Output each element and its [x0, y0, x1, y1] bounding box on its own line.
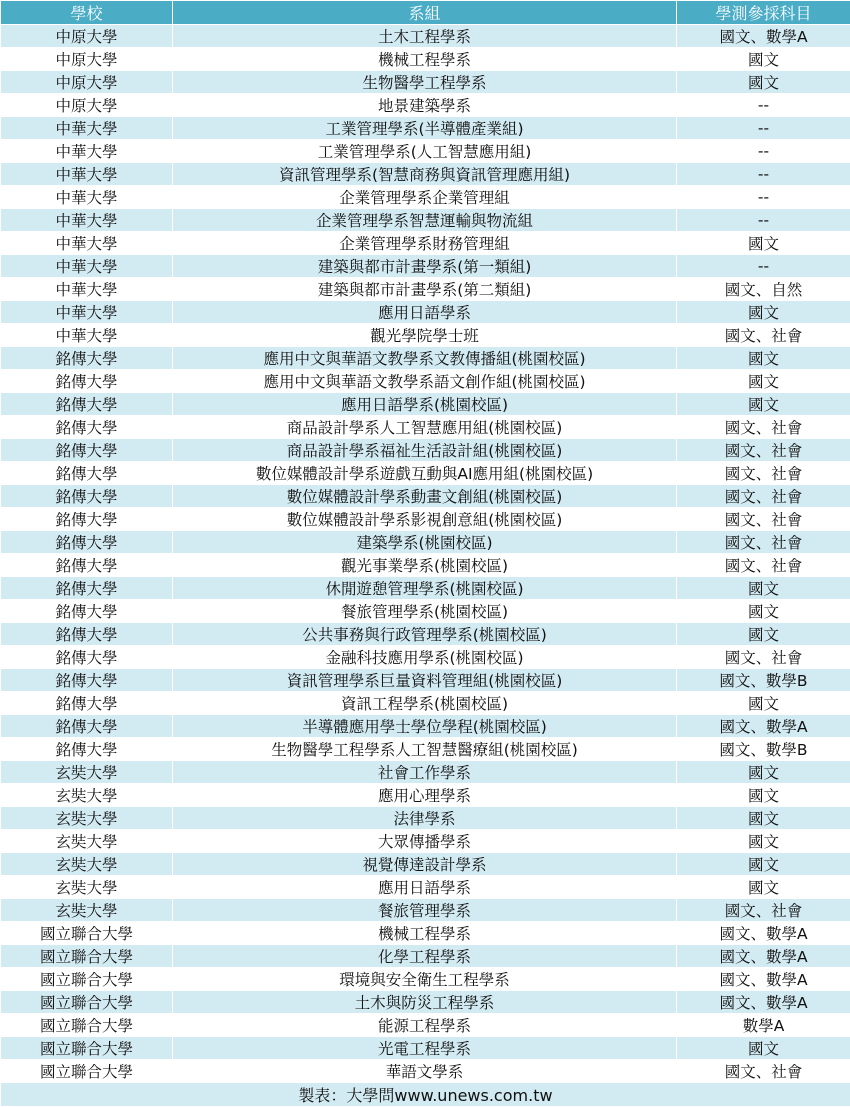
department-cell: 化學工程學系 — [173, 945, 677, 968]
department-cell: 金融科技應用學系(桃園校區) — [173, 646, 677, 669]
subjects-cell: 國文 — [677, 347, 850, 370]
school-cell: 銘傳大學 — [1, 508, 173, 531]
school-cell: 銘傳大學 — [1, 439, 173, 462]
school-cell: 中華大學 — [1, 186, 173, 209]
table-row — [1, 1060, 850, 1083]
subjects-cell: 國文、社會 — [677, 554, 850, 577]
department-cell: 數位媒體設計學系遊戲互動與AI應用組(桃園校區) — [173, 462, 677, 485]
department-cell: 應用中文與華語文教學系語文創作組(桃園校區) — [173, 370, 677, 393]
subjects-cell: -- — [677, 209, 850, 232]
source-credit: 製表：大學問www.unews.com.tw — [1, 1083, 850, 1107]
school-cell: 銘傳大學 — [1, 485, 173, 508]
subjects-cell: 國文、社會 — [677, 531, 850, 554]
school-cell: 銘傳大學 — [1, 416, 173, 439]
school-cell: 國立聯合大學 — [1, 991, 173, 1014]
subjects-cell: 國文、社會 — [677, 899, 850, 922]
school-cell: 銘傳大學 — [1, 370, 173, 393]
department-cell: 視覺傳達設計學系 — [173, 853, 677, 876]
school-cell: 中華大學 — [1, 117, 173, 140]
school-cell: 銘傳大學 — [1, 600, 173, 623]
school-cell: 國立聯合大學 — [1, 1014, 173, 1037]
subjects-cell: 國文、數學A — [677, 922, 850, 945]
department-cell: 建築學系(桃園校區) — [173, 531, 677, 554]
school-cell: 中華大學 — [1, 278, 173, 301]
subjects-cell: 國文、數學B — [677, 738, 850, 761]
header-school: 學校 — [1, 1, 173, 25]
department-cell: 應用心理學系 — [173, 784, 677, 807]
department-cell: 應用日語學系 — [173, 301, 677, 324]
header-row — [1, 1, 850, 25]
subjects-cell: 國文、社會 — [677, 646, 850, 669]
department-cell: 半導體應用學士學位學程(桃園校區) — [173, 715, 677, 738]
table-row — [1, 1014, 850, 1037]
department-cell: 數位媒體設計學系影視創意組(桃園校區) — [173, 508, 677, 531]
department-cell: 應用日語學系(桃園校區) — [173, 393, 677, 416]
school-cell: 中華大學 — [1, 163, 173, 186]
subjects-cell: 國文、數學A — [677, 945, 850, 968]
subjects-cell: -- — [677, 140, 850, 163]
school-cell: 中華大學 — [1, 140, 173, 163]
school-cell: 中華大學 — [1, 324, 173, 347]
school-cell: 中華大學 — [1, 232, 173, 255]
subjects-cell: 國文 — [677, 1037, 850, 1060]
subjects-cell: 國文 — [677, 853, 850, 876]
subjects-cell: -- — [677, 186, 850, 209]
subjects-cell: 國文、自然 — [677, 278, 850, 301]
department-cell: 餐旅管理學系(桃園校區) — [173, 600, 677, 623]
department-cell: 華語文學系 — [173, 1060, 677, 1083]
table-row — [1, 899, 850, 922]
department-cell: 建築與都市計畫學系(第一類組) — [173, 255, 677, 278]
school-cell: 中華大學 — [1, 209, 173, 232]
department-cell: 工業管理學系(人工智慧應用組) — [173, 140, 677, 163]
subjects-cell: -- — [677, 163, 850, 186]
school-cell: 銘傳大學 — [1, 531, 173, 554]
department-cell: 法律學系 — [173, 807, 677, 830]
subjects-cell: -- — [677, 117, 850, 140]
table-row — [1, 439, 850, 462]
school-cell: 國立聯合大學 — [1, 968, 173, 991]
school-cell: 玄奘大學 — [1, 830, 173, 853]
header-subjects: 學測參採科目 — [677, 1, 850, 25]
table-row — [1, 508, 850, 531]
subjects-cell: 國文 — [677, 600, 850, 623]
table-row — [1, 669, 850, 692]
subjects-cell: 國文 — [677, 761, 850, 784]
department-cell: 生物醫學工程學系人工智慧醫療組(桃園校區) — [173, 738, 677, 761]
department-cell: 餐旅管理學系 — [173, 899, 677, 922]
table-row — [1, 531, 850, 554]
school-cell: 銘傳大學 — [1, 669, 173, 692]
table-row — [1, 301, 850, 324]
school-cell: 中原大學 — [1, 94, 173, 117]
school-cell: 銘傳大學 — [1, 738, 173, 761]
school-cell: 中華大學 — [1, 255, 173, 278]
subjects-cell: 國文、社會 — [677, 416, 850, 439]
department-cell: 企業管理學系企業管理組 — [173, 186, 677, 209]
table-row — [1, 48, 850, 71]
department-cell: 企業管理學系智慧運輸與物流組 — [173, 209, 677, 232]
subjects-cell: 數學A — [677, 1014, 850, 1037]
table-row — [1, 761, 850, 784]
school-cell: 銘傳大學 — [1, 623, 173, 646]
department-cell: 社會工作學系 — [173, 761, 677, 784]
department-cell: 休閒遊憩管理學系(桃園校區) — [173, 577, 677, 600]
table-row — [1, 876, 850, 899]
table-row — [1, 922, 850, 945]
table-row — [1, 738, 850, 761]
department-cell: 資訊管理學系(智慧商務與資訊管理應用組) — [173, 163, 677, 186]
department-cell: 工業管理學系(半導體產業組) — [173, 117, 677, 140]
school-cell: 銘傳大學 — [1, 715, 173, 738]
table-row — [1, 140, 850, 163]
subjects-cell: 國文、社會 — [677, 485, 850, 508]
school-cell: 玄奘大學 — [1, 853, 173, 876]
table-row — [1, 255, 850, 278]
subjects-cell: 國文 — [677, 577, 850, 600]
table-row — [1, 209, 850, 232]
school-cell: 銘傳大學 — [1, 393, 173, 416]
school-cell: 中華大學 — [1, 301, 173, 324]
table-row — [1, 853, 850, 876]
subjects-cell: 國文、社會 — [677, 439, 850, 462]
school-cell: 國立聯合大學 — [1, 945, 173, 968]
table-row — [1, 232, 850, 255]
subjects-cell: 國文、社會 — [677, 324, 850, 347]
table-row — [1, 991, 850, 1014]
department-cell: 資訊工程學系(桃園校區) — [173, 692, 677, 715]
subjects-cell: 國文 — [677, 393, 850, 416]
school-cell: 中原大學 — [1, 25, 173, 48]
school-cell: 銘傳大學 — [1, 462, 173, 485]
table-row — [1, 1037, 850, 1060]
subjects-cell: 國文、社會 — [677, 1060, 850, 1083]
department-cell: 企業管理學系財務管理組 — [173, 232, 677, 255]
department-cell: 商品設計學系人工智慧應用組(桃園校區) — [173, 416, 677, 439]
school-cell: 國立聯合大學 — [1, 1060, 173, 1083]
subjects-cell: 國文、數學B — [677, 669, 850, 692]
table-row — [1, 278, 850, 301]
table-row — [1, 623, 850, 646]
department-cell: 能源工程學系 — [173, 1014, 677, 1037]
department-cell: 觀光事業學系(桃園校區) — [173, 554, 677, 577]
table-row — [1, 784, 850, 807]
school-cell: 中原大學 — [1, 48, 173, 71]
header-department: 系組 — [173, 1, 677, 25]
table-row — [1, 692, 850, 715]
department-cell: 地景建築學系 — [173, 94, 677, 117]
table-row — [1, 968, 850, 991]
school-cell: 玄奘大學 — [1, 807, 173, 830]
subjects-cell: 國文、社會 — [677, 508, 850, 531]
subjects-cell: 國文、社會 — [677, 462, 850, 485]
table-row — [1, 554, 850, 577]
table-row — [1, 416, 850, 439]
table-row — [1, 25, 850, 48]
department-cell: 觀光學院學士班 — [173, 324, 677, 347]
school-cell: 銘傳大學 — [1, 347, 173, 370]
table-row — [1, 462, 850, 485]
subjects-cell: 國文 — [677, 784, 850, 807]
table-row — [1, 715, 850, 738]
department-cell: 土木工程學系 — [173, 25, 677, 48]
subjects-cell: 國文 — [677, 876, 850, 899]
table-row — [1, 485, 850, 508]
subjects-cell: -- — [677, 94, 850, 117]
department-cell: 應用日語學系 — [173, 876, 677, 899]
table-row — [1, 71, 850, 94]
subjects-cell: 國文 — [677, 71, 850, 94]
table-row — [1, 393, 850, 416]
school-cell: 銘傳大學 — [1, 554, 173, 577]
department-cell: 公共事務與行政管理學系(桃園校區) — [173, 623, 677, 646]
subjects-cell: 國文、數學A — [677, 968, 850, 991]
school-cell: 玄奘大學 — [1, 899, 173, 922]
subjects-cell: 國文、數學A — [677, 991, 850, 1014]
subjects-cell: 國文 — [677, 692, 850, 715]
school-cell: 銘傳大學 — [1, 692, 173, 715]
department-cell: 大眾傳播學系 — [173, 830, 677, 853]
table-row — [1, 370, 850, 393]
school-cell: 玄奘大學 — [1, 784, 173, 807]
table-row — [1, 94, 850, 117]
subjects-cell: -- — [677, 255, 850, 278]
school-cell: 銘傳大學 — [1, 577, 173, 600]
school-cell: 國立聯合大學 — [1, 922, 173, 945]
table-row — [1, 186, 850, 209]
department-cell: 土木與防災工程學系 — [173, 991, 677, 1014]
table-row — [1, 807, 850, 830]
subjects-cell: 國文、數學A — [677, 25, 850, 48]
subjects-cell: 國文、數學A — [677, 715, 850, 738]
footer-row — [1, 1083, 850, 1107]
table-body — [1, 25, 850, 1083]
school-cell: 國立聯合大學 — [1, 1037, 173, 1060]
subjects-cell: 國文 — [677, 370, 850, 393]
department-cell: 機械工程學系 — [173, 48, 677, 71]
department-cell: 環境與安全衛生工程學系 — [173, 968, 677, 991]
table-row — [1, 830, 850, 853]
school-cell: 玄奘大學 — [1, 761, 173, 784]
subjects-cell: 國文 — [677, 623, 850, 646]
table-row — [1, 163, 850, 186]
department-cell: 生物醫學工程學系 — [173, 71, 677, 94]
department-cell: 商品設計學系福祉生活設計組(桃園校區) — [173, 439, 677, 462]
department-cell: 應用中文與華語文教學系文教傳播組(桃園校區) — [173, 347, 677, 370]
school-cell: 中原大學 — [1, 71, 173, 94]
subjects-cell: 國文 — [677, 301, 850, 324]
department-cell: 資訊管理學系巨量資料管理組(桃園校區) — [173, 669, 677, 692]
table-row — [1, 577, 850, 600]
table-row — [1, 117, 850, 140]
school-cell: 銘傳大學 — [1, 646, 173, 669]
subjects-cell: 國文 — [677, 48, 850, 71]
table-row — [1, 324, 850, 347]
department-cell: 建築與都市計畫學系(第二類組) — [173, 278, 677, 301]
table-row — [1, 646, 850, 669]
department-cell: 數位媒體設計學系動畫文創組(桃園校區) — [173, 485, 677, 508]
department-cell: 光電工程學系 — [173, 1037, 677, 1060]
table-row — [1, 347, 850, 370]
subjects-cell: 國文 — [677, 807, 850, 830]
table-row — [1, 600, 850, 623]
subjects-cell: 國文 — [677, 232, 850, 255]
department-cell: 機械工程學系 — [173, 922, 677, 945]
school-cell: 玄奘大學 — [1, 876, 173, 899]
table-row — [1, 945, 850, 968]
subjects-cell: 國文 — [677, 830, 850, 853]
